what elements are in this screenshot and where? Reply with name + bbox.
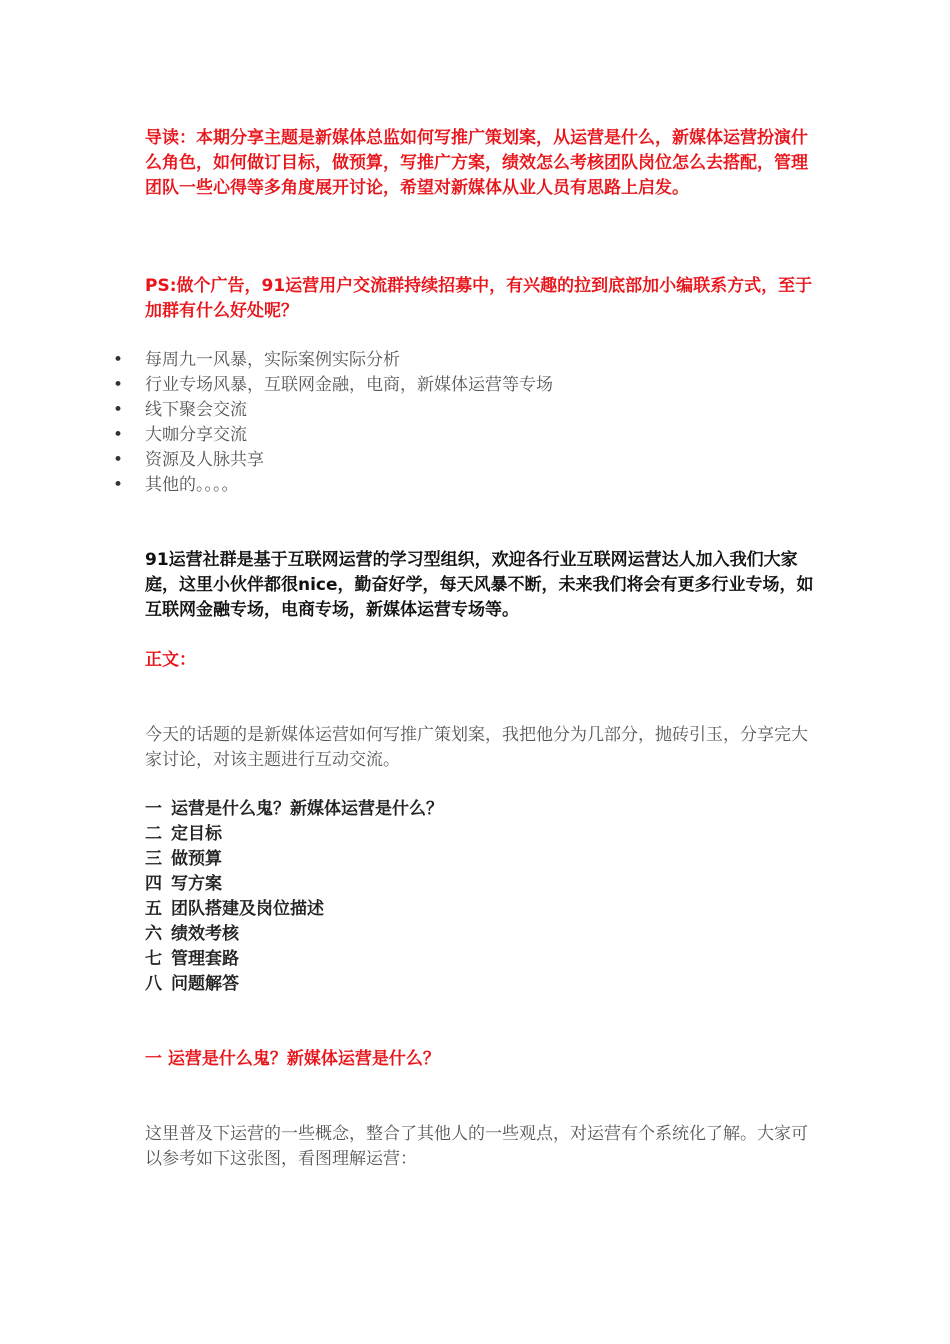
list-item: [112, 373, 553, 398]
toc-number: 五: [145, 899, 162, 919]
toc-number: 四: [145, 874, 162, 894]
topic-intro-paragraph: 今天的话题的是新媒体运营如何写推广策划案，我把他分为几部分，抛砖引玉，分享完大家讨论，对该主题进行互动交流。: [145, 725, 808, 770]
toc-text: 做预算: [171, 849, 222, 869]
bullet-icon: •: [112, 350, 124, 370]
bullet-icon: •: [112, 450, 124, 470]
toc-text: 管理套路: [171, 949, 239, 969]
section1-heading: 一 运营是什么鬼？新媒体运营是什么？: [145, 1049, 440, 1069]
list-item: [112, 398, 553, 423]
list-item-text: 大咖分享交流: [145, 425, 247, 445]
toc-text: 定目标: [171, 824, 222, 844]
ps-advert-paragraph: PS:做个广告，91运营用户交流群持续招募中，有兴趣的拉到底部加小编联系方式，至于加群有什么好处呢？: [145, 276, 813, 321]
list-item: [112, 473, 553, 498]
toc-item: [145, 947, 443, 972]
benefits-list: [112, 348, 553, 498]
toc-item: [145, 972, 443, 997]
bullet-icon: •: [112, 475, 124, 495]
toc-text: 问题解答: [171, 974, 239, 994]
toc-number: 一: [145, 799, 162, 819]
community-paragraph: 91运营社群是基于互联网运营的学习型组织，欢迎各行业互联网运营达人加入我们大家庭，这里小伙伴都很nice，勤奋好学，每天风暴不断，未来我们将会有更多行业专场，如互联网金融专场，电商专场，新媒体运营专场等。: [145, 550, 814, 620]
toc-item: [145, 922, 443, 947]
list-item: [112, 423, 553, 448]
toc-text: 团队搭建及岗位描述: [171, 899, 324, 919]
bullet-icon: •: [112, 425, 124, 445]
list-item-text: 线下聚会交流: [145, 400, 247, 420]
toc-number: 二: [145, 824, 162, 844]
bullet-icon: •: [112, 400, 124, 420]
list-item: [112, 448, 553, 473]
toc-item: [145, 847, 443, 872]
toc-item: [145, 897, 443, 922]
toc-text: 绩效考核: [171, 924, 239, 944]
toc-number: 八: [145, 974, 162, 994]
toc-item: [145, 872, 443, 897]
toc-text: 运营是什么鬼？新媒体运营是什么？: [171, 799, 443, 819]
toc-text: 写方案: [171, 874, 222, 894]
table-of-contents: [145, 797, 443, 997]
bullet-icon: •: [112, 375, 124, 395]
list-item-text: 每周九一风暴，实际案例实际分析: [145, 350, 400, 370]
toc-number: 六: [145, 924, 162, 944]
list-item-text: 行业专场风暴，互联网金融，电商，新媒体运营等专场: [145, 375, 553, 395]
toc-item: [145, 822, 443, 847]
toc-number: 七: [145, 949, 162, 969]
intro-paragraph: 导读：本期分享主题是新媒体总监如何写推广策划案，从运营是什么，新媒体运营扮演什么角色，如何做订目标，做预算，写推广方案，绩效怎么考核团队岗位怎么去搭配，管理团队一些心得等多角度展开讨论，希望对新媒体从业人员有思路上启发。: [145, 128, 808, 198]
toc-item: [145, 797, 443, 822]
toc-number: 三: [145, 849, 162, 869]
list-item-text: 其他的。。。。: [145, 475, 239, 495]
concept-paragraph: 这里普及下运营的一些概念，整合了其他人的一些观点，对运营有个系统化了解。大家可以参考如下这张图，看图理解运营：: [145, 1124, 808, 1169]
body-label: 正文：: [145, 650, 196, 670]
list-item-text: 资源及人脉共享: [145, 450, 264, 470]
list-item: [112, 348, 553, 373]
